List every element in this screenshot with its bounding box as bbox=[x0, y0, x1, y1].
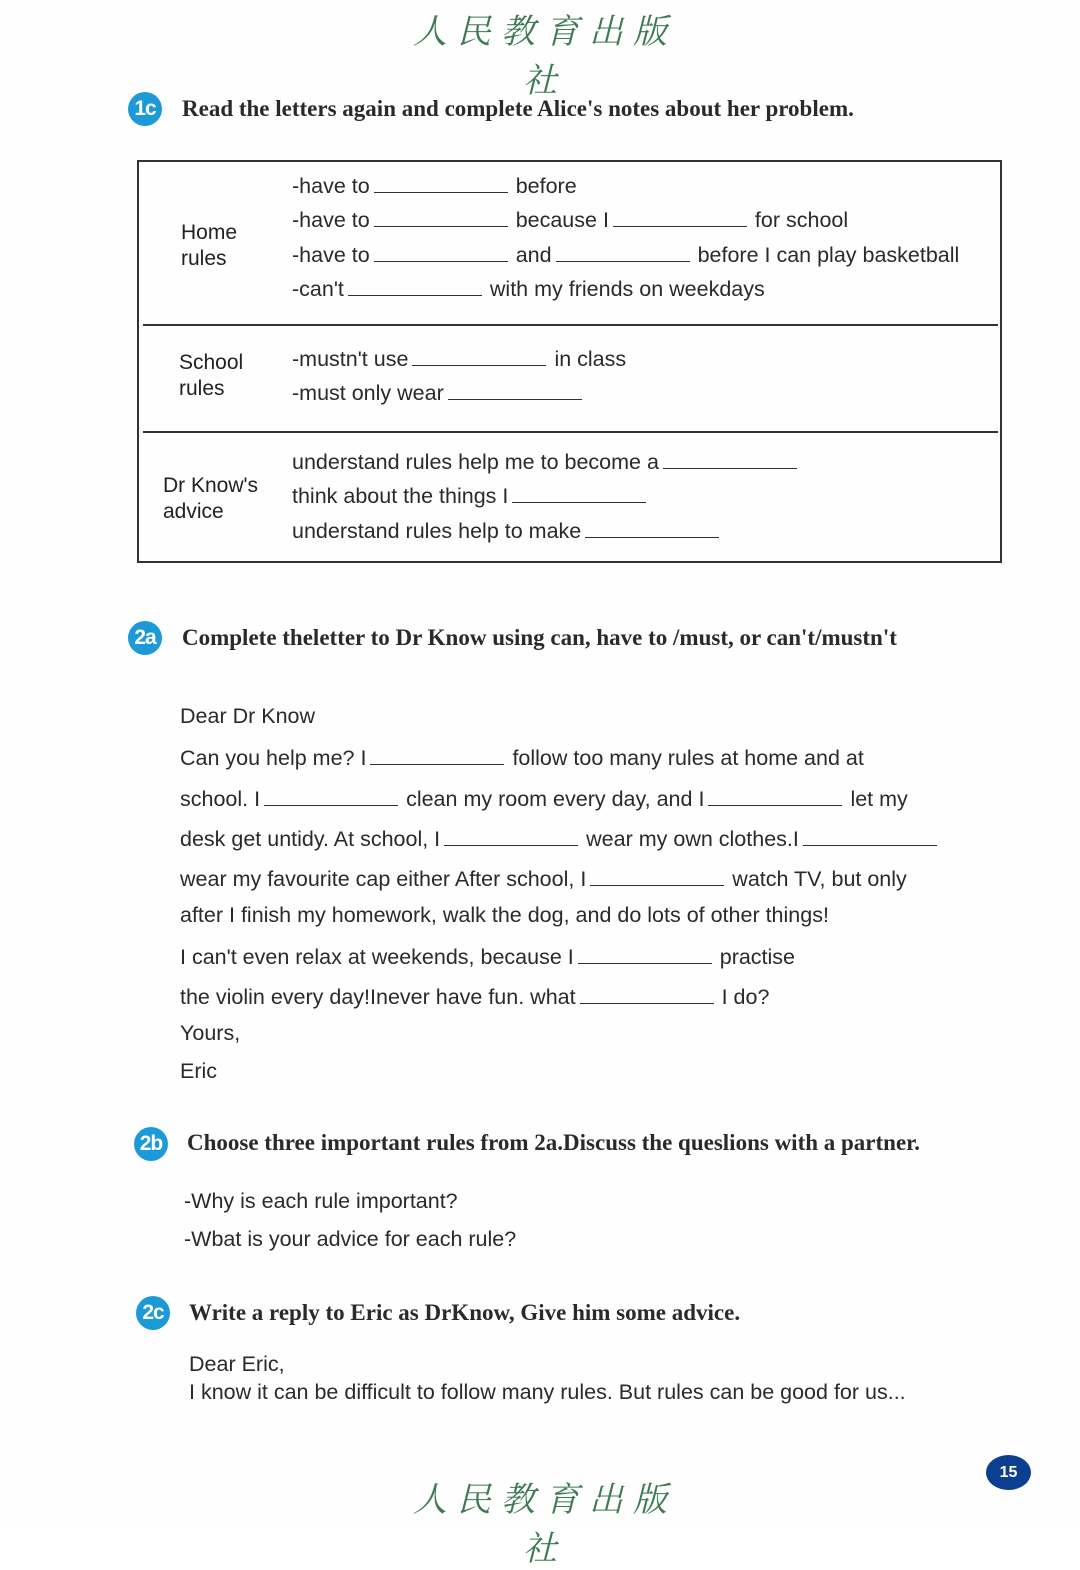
answer-blank[interactable] bbox=[370, 744, 504, 765]
exercise-2a-title: Complete theletter to Dr Know using can, have to /must, or can't/mustn't bbox=[182, 625, 897, 650]
note-line bbox=[292, 517, 723, 544]
answer-blank[interactable] bbox=[556, 241, 690, 262]
exercise-2b-title: Choose three important rules from 2a.Discuss the queslions with a partner. bbox=[187, 1130, 921, 1155]
row-label-line: Home bbox=[181, 221, 238, 244]
row-label bbox=[163, 473, 258, 525]
text-segment: because I bbox=[515, 208, 609, 232]
row-divider bbox=[143, 324, 998, 326]
row-label-line: School bbox=[179, 351, 244, 374]
letter-line bbox=[180, 744, 864, 771]
text-segment: think about the things I bbox=[292, 484, 509, 508]
answer-blank[interactable] bbox=[578, 943, 712, 964]
text-segment: wear my favourite cap either After school, I bbox=[180, 867, 587, 891]
text-segment: follow too many rules at home and at bbox=[512, 746, 864, 770]
exercise-1c-title: Read the letters again and complete Alice's notes about her problem. bbox=[182, 96, 854, 121]
text-segment: -can't bbox=[292, 277, 344, 301]
text-segment: and bbox=[515, 243, 552, 267]
text-segment: -must only wear bbox=[292, 381, 444, 405]
note-line bbox=[292, 275, 765, 302]
text-segment: I do? bbox=[721, 985, 770, 1009]
note-line bbox=[292, 345, 626, 372]
text-segment: for school bbox=[754, 208, 849, 232]
answer-blank[interactable] bbox=[580, 983, 714, 1004]
row-label-line: Dr Know's bbox=[163, 474, 259, 497]
answer-blank[interactable] bbox=[444, 825, 578, 846]
answer-blank[interactable] bbox=[374, 241, 508, 262]
answer-blank[interactable] bbox=[264, 785, 398, 806]
text-segment: -have to bbox=[292, 174, 370, 198]
discussion-question bbox=[184, 1189, 458, 1214]
letter-line bbox=[180, 1021, 240, 1046]
page-number: 15 bbox=[986, 1455, 1031, 1490]
text-segment: Eric bbox=[180, 1059, 218, 1083]
letter-line bbox=[180, 903, 829, 928]
note-line bbox=[292, 241, 959, 268]
row-label-line: rules bbox=[181, 247, 227, 270]
reply-line bbox=[189, 1352, 285, 1377]
answer-blank[interactable] bbox=[374, 206, 508, 227]
answer-blank[interactable] bbox=[708, 785, 842, 806]
letter-line bbox=[180, 785, 908, 812]
note-line bbox=[292, 206, 848, 233]
text-segment: before bbox=[515, 174, 577, 198]
row-label-line: advice bbox=[163, 500, 224, 523]
note-line bbox=[292, 172, 577, 199]
row-label bbox=[179, 350, 243, 402]
letter-line bbox=[180, 943, 795, 970]
text-segment: watch TV, but only bbox=[732, 867, 907, 891]
row-divider bbox=[143, 431, 998, 433]
text-segment: -Why is each rule important? bbox=[184, 1189, 458, 1213]
text-segment: after I finish my homework, walk the dog, and do lots of other things! bbox=[180, 903, 829, 927]
answer-blank[interactable] bbox=[663, 448, 797, 469]
answer-blank[interactable] bbox=[585, 517, 719, 538]
text-segment: Dear Eric, bbox=[189, 1352, 285, 1376]
answer-blank[interactable] bbox=[412, 345, 546, 366]
exercise-2c-title: Write a reply to Eric as DrKnow, Give him some advice. bbox=[189, 1300, 741, 1325]
answer-blank[interactable] bbox=[348, 275, 482, 296]
letter-line bbox=[180, 825, 941, 852]
reply-line bbox=[189, 1380, 906, 1405]
note-line bbox=[292, 482, 650, 509]
text-segment: in class bbox=[554, 347, 627, 371]
text-segment: desk get untidy. At school, I bbox=[180, 827, 441, 851]
letter-line bbox=[180, 704, 315, 729]
publisher-logo-footer: 人民教育出版社 bbox=[413, 1480, 677, 1569]
text-segment: I know it can be difficult to follow many rules. But rules can be good for us... bbox=[189, 1380, 906, 1404]
text-segment: before I can play basketball bbox=[697, 243, 960, 267]
text-segment: practise bbox=[719, 945, 796, 969]
text-segment: -have to bbox=[292, 208, 370, 232]
answer-blank[interactable] bbox=[512, 482, 646, 503]
text-segment: understand rules help to make bbox=[292, 519, 582, 543]
text-segment: wear my own clothes.I bbox=[586, 827, 799, 851]
exercise-badge-2b: 2b bbox=[134, 1127, 168, 1161]
text-segment: Yours, bbox=[180, 1021, 241, 1045]
text-segment: understand rules help me to become a bbox=[292, 450, 659, 474]
row-label-line: rules bbox=[179, 377, 225, 400]
exercise-badge-1c: 1c bbox=[128, 92, 162, 126]
exercise-badge-2c: 2c bbox=[136, 1296, 170, 1330]
row-label bbox=[181, 220, 237, 272]
letter-line bbox=[180, 865, 907, 892]
text-segment: with my friends on weekdays bbox=[489, 277, 765, 301]
exercise-badge-2a: 2a bbox=[128, 621, 162, 655]
text-segment: school. I bbox=[180, 787, 261, 811]
text-segment: I can't even relax at weekends, because I bbox=[180, 945, 574, 969]
text-segment: -Wbat is your advice for each rule? bbox=[184, 1227, 517, 1251]
letter-line bbox=[180, 1059, 217, 1084]
answer-blank[interactable] bbox=[590, 865, 724, 886]
answer-blank[interactable] bbox=[803, 825, 937, 846]
text-segment: Can you help me? I bbox=[180, 746, 367, 770]
text-segment: Dear Dr Know bbox=[180, 704, 316, 728]
discussion-question bbox=[184, 1227, 516, 1252]
publisher-logo: 人民教育出版社 bbox=[413, 12, 677, 101]
text-segment: -have to bbox=[292, 243, 370, 267]
text-segment: the violin every day!Inever have fun. what bbox=[180, 985, 576, 1009]
answer-blank[interactable] bbox=[448, 379, 582, 400]
answer-blank[interactable] bbox=[613, 206, 747, 227]
text-segment: -mustn't use bbox=[292, 347, 409, 371]
letter-line bbox=[180, 983, 769, 1010]
answer-blank[interactable] bbox=[374, 172, 508, 193]
text-segment: clean my room every day, and I bbox=[406, 787, 705, 811]
text-segment: let my bbox=[850, 787, 908, 811]
note-line bbox=[292, 379, 586, 406]
note-line bbox=[292, 448, 801, 475]
